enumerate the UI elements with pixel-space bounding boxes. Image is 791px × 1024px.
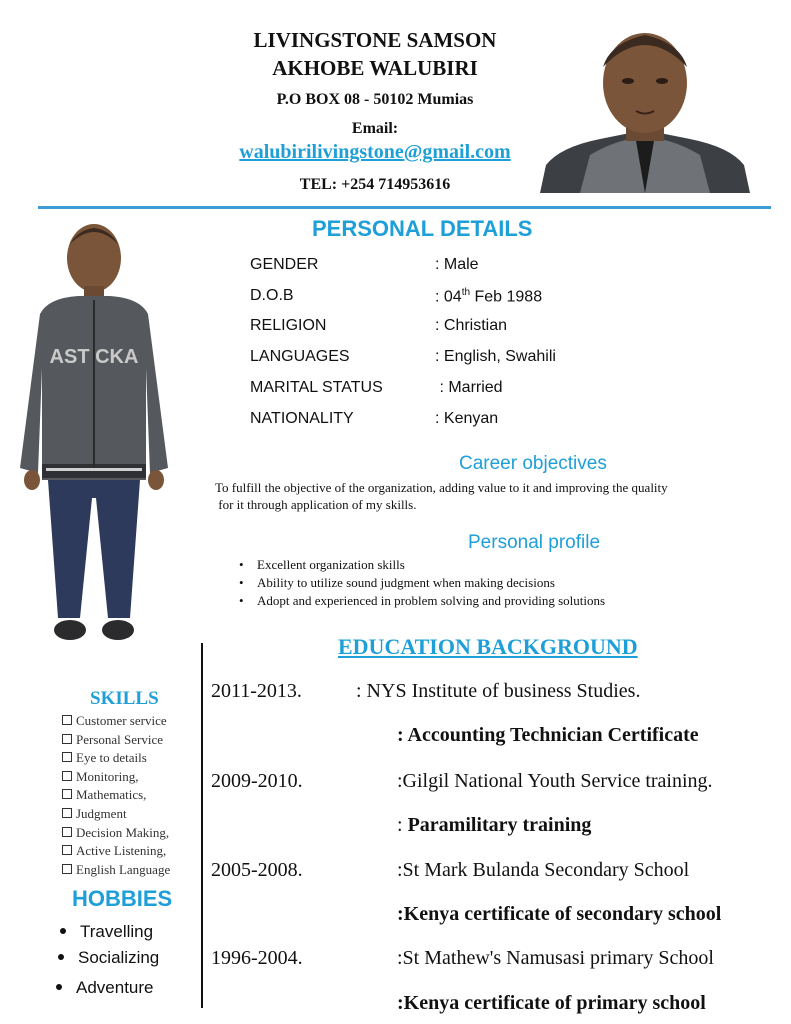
pd-value-nationality: : Kenyan xyxy=(435,410,499,427)
list-item xyxy=(62,712,170,731)
skill-label: Decision Making, xyxy=(76,824,170,840)
skill-label: Judgment xyxy=(76,805,127,821)
checkbox-icon xyxy=(62,789,72,799)
name-line-1: LIVINGSTONE SAMSON xyxy=(253,28,497,52)
list-item xyxy=(62,768,170,787)
edu-institution-2: :Gilgil National Youth Service training. xyxy=(397,770,713,792)
full-body-photo xyxy=(18,218,170,660)
edu-institution-3: :St Mark Bulanda Secondary School xyxy=(397,859,690,881)
postal-address: P.O BOX 08 - 50102 Mumias xyxy=(276,91,474,108)
edu-award-2-prefix: : xyxy=(397,814,408,836)
header-divider xyxy=(38,206,771,209)
portrait-photo xyxy=(540,15,750,193)
hobby-label: Socializing xyxy=(78,948,160,967)
list-item: • Ability to utilize sound judgment when making decisions xyxy=(235,574,605,592)
skill-label: Customer service xyxy=(76,713,167,728)
checkbox-icon xyxy=(62,715,72,725)
list-item: • Excellent organization skills xyxy=(235,556,605,574)
hobby-label: Adventure xyxy=(76,978,154,997)
pd-label-religion: RELIGION xyxy=(250,317,327,334)
personal-profile-list xyxy=(235,556,605,610)
email-container xyxy=(200,141,550,164)
list-item xyxy=(62,842,170,861)
edu-year-3: 2005-2008. xyxy=(211,859,303,881)
pd-label-nationality: NATIONALITY xyxy=(250,410,354,427)
bullet-icon xyxy=(56,984,62,990)
list-item xyxy=(62,731,170,750)
education-heading: EDUCATION BACKGROUND xyxy=(338,634,638,659)
email-link[interactable]: walubirilivingstone@gmail.com xyxy=(239,141,511,163)
dob-day: : 04 xyxy=(435,288,462,306)
bullet-icon xyxy=(58,954,64,960)
checkbox-icon xyxy=(62,864,72,874)
list-item xyxy=(56,978,154,998)
list-item xyxy=(62,786,170,805)
skill-label: English Language xyxy=(76,861,171,877)
edu-year-2: 2009-2010. xyxy=(211,770,303,792)
list-item xyxy=(62,749,170,768)
pd-value-gender: : Male xyxy=(435,256,479,273)
skill-label: Mathematics, xyxy=(76,787,147,803)
dob-rest: Feb 1988 xyxy=(470,288,543,306)
list-item xyxy=(58,948,159,968)
pd-label-marital: MARITAL STATUS xyxy=(250,379,383,396)
skills-heading: SKILLS xyxy=(90,688,159,709)
svg-text:AST CKA: AST CKA xyxy=(49,346,139,368)
hobby-label: Travelling xyxy=(80,922,154,941)
list-item xyxy=(62,861,170,880)
skill-label: Personal Service xyxy=(76,731,164,747)
list-item xyxy=(62,805,170,824)
name-line-2: AKHOBE WALUBIRI xyxy=(272,56,478,80)
checkbox-icon xyxy=(62,827,72,837)
email-label: Email: xyxy=(351,120,399,137)
edu-year-4: 1996-2004. xyxy=(211,947,303,969)
career-line-1: To fulfill the objective of the organization, adding value to it and improving the quality xyxy=(215,480,668,495)
edu-year-1: 2011-2013. xyxy=(211,680,302,702)
pd-value-languages: : English, Swahili xyxy=(435,348,556,365)
pd-value-marital: : Married xyxy=(435,379,503,396)
career-objectives-heading: Career objectives xyxy=(459,453,607,474)
checkbox-icon xyxy=(62,845,72,855)
pd-value-dob xyxy=(435,287,542,306)
career-line-2: for it through application of my skills. xyxy=(215,497,417,512)
edu-award-2-text: Paramilitary training xyxy=(407,814,592,836)
list-item xyxy=(60,922,153,942)
skill-label: Eye to details xyxy=(76,750,147,766)
personal-profile-heading: Personal profile xyxy=(468,532,601,553)
edu-award-4: :Kenya certificate of primary school xyxy=(397,992,706,1014)
edu-institution-4: :St Mathew's Namusasi primary School xyxy=(397,947,714,969)
skill-label: Active Listening, xyxy=(76,843,167,859)
skill-label: Monitoring, xyxy=(76,768,139,784)
skills-list xyxy=(62,712,170,879)
personal-details-heading: PERSONAL DETAILS xyxy=(312,216,533,241)
edu-institution-1: : NYS Institute of business Studies. xyxy=(356,680,641,702)
list-item xyxy=(62,824,170,843)
checkbox-icon xyxy=(62,771,72,781)
edu-award-1: : Accounting Technician Certificate xyxy=(397,724,699,746)
checkbox-icon xyxy=(62,734,72,744)
pd-label-gender: GENDER xyxy=(250,256,319,273)
edu-award-2 xyxy=(397,814,591,837)
checkbox-icon xyxy=(62,752,72,762)
career-objectives-text xyxy=(215,479,668,513)
hobbies-heading: HOBBIES xyxy=(72,886,173,911)
bullet-icon xyxy=(60,928,66,934)
pd-label-languages: LANGUAGES xyxy=(250,348,350,365)
edu-award-3: :Kenya certificate of secondary school xyxy=(397,903,722,925)
pd-value-religion: : Christian xyxy=(435,317,508,334)
checkbox-icon xyxy=(62,808,72,818)
telephone: TEL: +254 714953616 xyxy=(299,176,451,193)
list-item: • Adopt and experienced in problem solving and providing solutions xyxy=(235,592,605,610)
dob-suffix: th xyxy=(461,287,471,298)
pd-label-dob: D.O.B xyxy=(250,287,294,304)
column-divider xyxy=(201,643,203,1008)
candidate-name xyxy=(200,26,550,82)
